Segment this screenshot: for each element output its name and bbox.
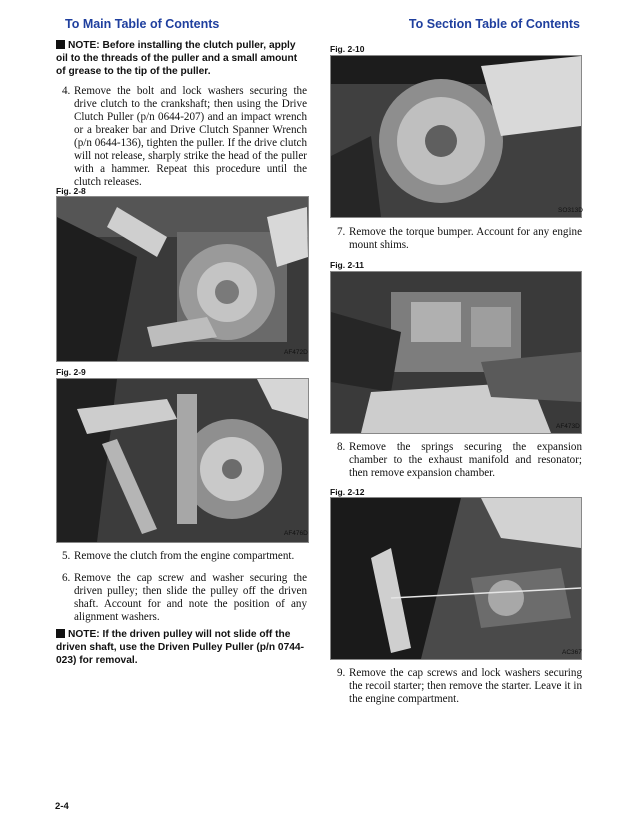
step-text: Remove the cap screw and washer securing the driven pulley; then slide the pulley off the driven shaft. Account for and note the position of any alignment washers. <box>74 572 307 623</box>
fig-2-12-code: AC367 <box>562 649 582 656</box>
note-driven-pulley <box>56 628 308 667</box>
step-7 <box>337 226 582 252</box>
fig-2-10-label: Fig. 2-10 <box>330 44 365 54</box>
step-text: Remove the torque bumper. Account for any engine mount shims. <box>349 226 582 251</box>
note-clutch-puller <box>56 39 308 78</box>
step-5 <box>62 550 307 563</box>
step-number: 8. <box>337 441 346 453</box>
step-4 <box>62 85 307 189</box>
step-8 <box>337 441 582 480</box>
step-text: Remove the cap screws and lock washers securing the recoil starter; then remove the starter. Leave it in the engine compartment. <box>349 667 582 705</box>
note-square-icon <box>56 40 65 49</box>
note-text: NOTE: Before installing the clutch puller, apply oil to the threads of the puller and a small amount of grease to the tip of the puller. <box>56 40 298 77</box>
note-square-icon <box>56 629 65 638</box>
step-number: 7. <box>337 226 346 238</box>
fig-2-9-photo <box>56 378 309 543</box>
step-text: Remove the bolt and lock washers securing the drive clutch to the crankshaft; then using the Drive Clutch Puller (p/n 0644-207) and an impact wrench or a breaker bar and Drive Clutch Spanner Wrench (p/n 0644-136), tighten the puller. If the drive clutch will not release, sharply strike the head of the puller with a hammer. Repeat this procedure until the clutch releases. <box>74 85 307 188</box>
step-number: 4. <box>62 85 71 97</box>
fig-2-11-photo <box>330 271 582 434</box>
fig-2-12-photo <box>330 497 582 660</box>
section-toc-link[interactable]: To Section Table of Contents <box>408 17 580 31</box>
step-text: Remove the clutch from the engine compartment. <box>74 550 295 562</box>
fig-2-11-label: Fig. 2-11 <box>330 260 365 270</box>
fig-2-9-label: Fig. 2-9 <box>56 367 86 377</box>
fig-2-8-code: AF472D <box>284 349 308 356</box>
fig-2-8-photo <box>56 196 309 362</box>
fig-2-10-photo <box>330 55 582 218</box>
step-6 <box>62 572 307 624</box>
step-text: Remove the springs securing the expansion chamber to the exhaust manifold and resonator; then remove expansion chamber. <box>349 441 582 479</box>
step-9 <box>337 667 582 706</box>
step-number: 6. <box>62 572 71 584</box>
main-toc-link[interactable]: To Main Table of Contents <box>65 17 220 31</box>
step-number: 5. <box>62 550 71 562</box>
fig-2-11-code: AF473D <box>556 423 580 430</box>
fig-2-10-code: SO313D <box>558 207 583 214</box>
fig-2-12-label: Fig. 2-12 <box>330 487 365 497</box>
note-text: NOTE: If the driven pulley will not slide off the driven shaft, use the Driven Pulley Puller (p/n 0744-023) for removal. <box>56 629 304 666</box>
step-number: 9. <box>337 667 346 679</box>
page-number: 2-4 <box>55 801 69 812</box>
fig-2-8-label: Fig. 2-8 <box>56 186 86 196</box>
fig-2-9-code: AF476D <box>284 530 308 537</box>
